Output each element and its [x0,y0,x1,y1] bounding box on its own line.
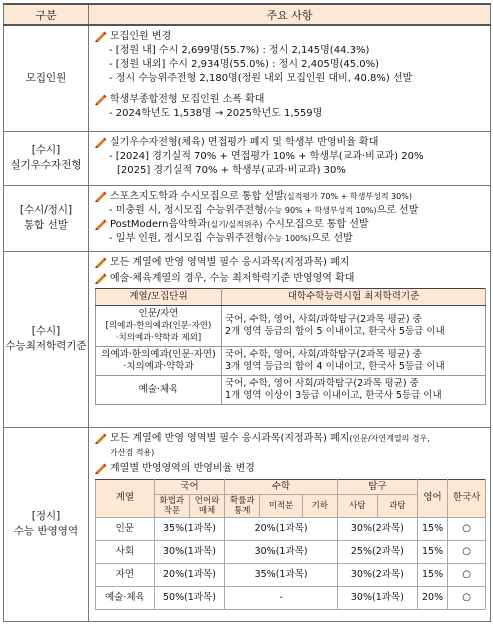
sub-line: - 2024학년도 1,538명 → 2025학년도 1,559명 [109,108,323,119]
pencil-icon [95,191,107,202]
table-header: 계열/모집단위 [96,288,222,305]
english-cell: 15% [417,540,448,563]
history-cell: ○ [448,563,486,586]
sub-line: - 미충원 시, 정시모집 수능위주전형(수능 90% + 학생부성적 10%)으로 선발 [109,204,419,216]
header-korean: 국어 [154,479,224,494]
pencil-icon [95,94,107,105]
section-content [89,131,491,185]
bullet-item: 실기우수자전형(체육) 면접평가 폐지 및 학생부 반영비율 확대 [95,136,486,150]
table-row [96,563,486,586]
header-math: 수학 [225,479,338,494]
series-cell: 인문 [96,517,155,540]
history-cell: ○ [448,586,486,609]
sub-line: - 일부 인원, 정시모집 수능위주전형(수능 100%)으로 선발 [109,232,353,244]
unit-cell: 인문/자연 [의예과·한의예과(인문·자연) ·치의예과·약학과 제외] [96,305,222,346]
table-row [96,305,486,346]
subheader: 확률과 통계 [225,494,260,517]
english-cell: 15% [417,563,448,586]
math-cell: - [225,586,338,609]
sub-line: - [정원 내] 수시 2,699명(55.7%) : 정시 2,145명(44.3%) [109,45,370,56]
bullet-item: 모든 계열에 반영 영역별 필수 응시과목(지정과목) 폐지 [95,256,486,270]
pencil-icon [95,257,107,268]
subheader: 미적분 [260,494,302,517]
section-practical [4,131,491,185]
bullet-item: 예술·체육계열의 경우, 수능 최저학력기준 반영영역 확대 [95,272,486,286]
bullet-item: 모든 계열에 반영 영역별 필수 응시과목(지정과목) 폐지(인문/자연계열의 경우, [95,432,486,446]
pencil-icon [95,433,107,444]
inquiry-cell: 25%(2과목) [337,540,417,563]
bullet-item: 계열별 반영영역의 반영비율 변경 [95,462,486,476]
section-content [89,427,491,621]
korean-cell: 50%(1과목) [154,586,224,609]
table-header: 대학수학능력시험 최저학력기준 [222,288,486,305]
subheader: 과탐 [377,494,417,517]
pencil-icon [95,463,107,474]
header-history: 한국사 [448,479,486,517]
subheader: 사탐 [337,494,377,517]
section-integrated [4,185,491,251]
pencil-icon [95,273,107,284]
header-inquiry: 탐구 [337,479,417,494]
document [3,3,490,622]
header-category: 구분 [4,4,89,25]
sub-line: - [정원 내외] 수시 2,934명(55.0%) : 정시 2,405명(45.0%) [109,59,380,70]
header-english: 영어 [417,479,448,517]
table-row [96,375,486,404]
subheader: 기하 [302,494,337,517]
section-label: [수시] 수능최저학력기준 [4,251,89,427]
english-cell: 20% [417,586,448,609]
criteria-cell: 국어, 수학, 영어 사회/과학탐구(2과목 평균) 중 1개 영역 이상이 3등급 이내이고, 한국사 5등급 이내 [222,375,486,404]
pencil-icon [95,219,107,230]
bullet-item: 학생부종합전형 모집인원 소폭 확대 [95,93,486,107]
series-cell: 사회 [96,540,155,563]
section-label: [수시] 실기우수자전형 [4,131,89,185]
section-label: [정시] 수능 반영영역 [4,427,89,621]
ratio-table [95,479,486,610]
sub-line: 가산점 적용) [110,447,155,457]
bullet-item: PostModern음악학과(실기/실적위주) 수시모집으로 통합 선발 [95,218,486,232]
english-cell: 15% [417,517,448,540]
sub-line: [2025] 경기실적 70% + 학생부(교과·비교과) 30% [117,164,346,176]
table-row [96,540,486,563]
table-row [96,517,486,540]
korean-cell: 20%(1과목) [154,563,224,586]
inquiry-cell: 30%(2과목) [337,563,417,586]
section-content [89,25,491,131]
section-content [89,185,491,251]
korean-cell: 30%(1과목) [154,540,224,563]
header-row [4,4,491,25]
series-cell: 자연 [96,563,155,586]
history-cell: ○ [448,540,486,563]
criteria-cell: 국어, 수학, 영어, 사회/과학탐구(2과목 평균) 중 3개 영역 등급의 합이 4 이내이고, 한국사 5등급 이내 [222,346,486,375]
header-main-points: 주요 사항 [89,4,491,25]
table-row [96,346,486,375]
section-recruitment [4,25,491,131]
sub-line: - [2024] 경기실적 70% + 면접평가 10% + 학생부(교과·비교과) 20% [109,150,424,162]
inquiry-cell: 30%(1과목) [337,586,417,609]
main-table [3,3,491,622]
math-cell: 20%(1과목) [225,517,338,540]
pencil-icon [95,137,107,148]
subheader: 언어와 매체 [189,494,224,517]
math-cell: 30%(1과목) [225,540,338,563]
series-cell: 예술·체육 [96,586,155,609]
header-series: 계열 [96,479,155,517]
math-cell: 35%(1과목) [225,563,338,586]
unit-cell: 의예과·한의예과(인문·자연) ·치의예과·약학과 [96,346,222,375]
section-label: [수시/정시] 통합 선발 [4,185,89,251]
korean-cell: 35%(1과목) [154,517,224,540]
sub-line: - 정시 수능위주전형 2,180명(정원 내외 모집인원 대비, 40.8%) 선발 [109,73,413,84]
min-score-table [95,288,486,405]
section-label: 모집인원 [4,25,89,131]
criteria-cell: 국어, 수학, 영어, 사회/과학탐구(2과목 평균) 중 2개 영역 등급의 합이 5 이내이고, 한국사 5등급 이내 [222,305,486,346]
bullet-item: 스포츠지도학과 수시모집으로 통합 선발(실적평가 70% + 학생부성적 30%) [95,190,486,204]
history-cell: ○ [448,517,486,540]
unit-cell: 예술·체육 [96,375,222,404]
bullet-item: 모집인원 변경 [95,30,486,44]
subheader: 화법과 작문 [154,494,189,517]
table-row [96,586,486,609]
section-content [89,251,491,427]
section-min-score [4,251,491,427]
inquiry-cell: 30%(2과목) [337,517,417,540]
section-csat-areas [4,427,491,621]
pencil-icon [95,31,107,42]
